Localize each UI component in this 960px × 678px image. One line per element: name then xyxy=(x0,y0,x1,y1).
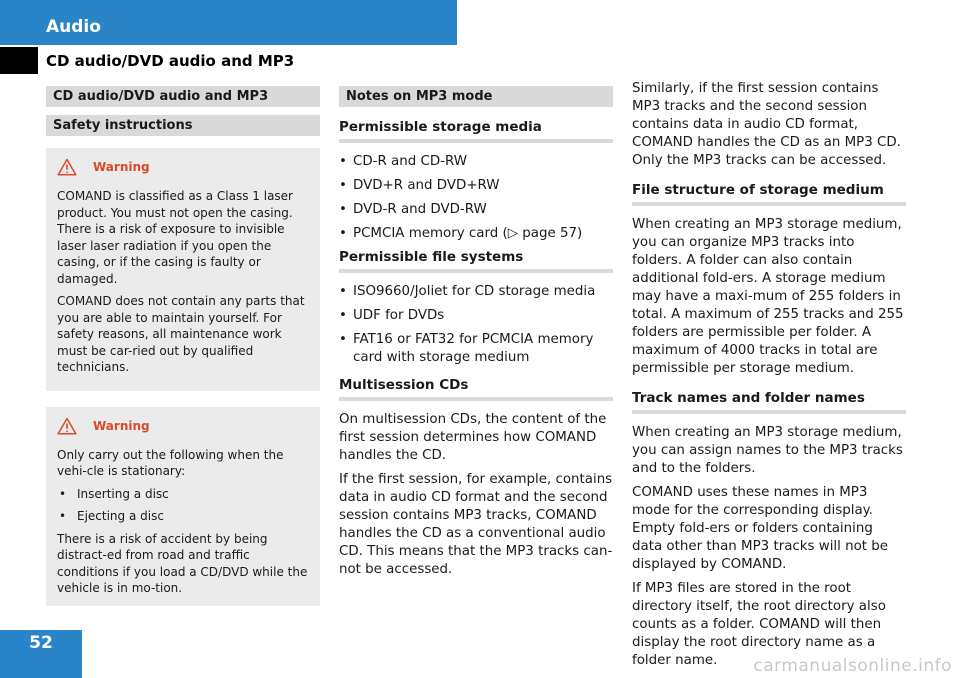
column-right xyxy=(632,80,906,676)
warning-title xyxy=(57,158,309,176)
warning-paragraph: COMAND does not contain any parts that you are able to maintain yourself. For safety reasons, all maintenance work must be car-ried out by qualified technicians. xyxy=(57,294,305,374)
paragraph: If the first session, for example, contains data in audio CD format and the second session contains MP3 tracks, COMAND handles the CD as a conventional audio CD. This means that the MP3 tracks can-not be accessed. xyxy=(339,472,613,577)
page-subtitle: CD audio/DVD audio and MP3 xyxy=(46,52,295,70)
paragraph: On multisession CDs, the content of the first session determines how COMAND handles the CD. xyxy=(339,412,607,463)
list-item: • CD-R and CD-RW xyxy=(339,153,613,171)
warning-list xyxy=(57,486,309,525)
warning-triangle-icon xyxy=(57,158,77,176)
storage-media-list xyxy=(339,153,613,243)
paragraph: If MP3 files are stored in the root directory itself, the root directory also counts as a folder. COMAND will then display the root directory name as a folder name. xyxy=(632,581,886,668)
subheading-multisession: Multisession CDs xyxy=(339,377,613,401)
warning-paragraph: Only carry out the following when the vehi-cle is stationary: xyxy=(57,447,284,478)
warning-paragraph: COMAND is classified as a Class 1 laser product. You must not open the casing. There is a risk of exposure to invisible laser laser radiation if you open the casing, or if the casing is faulty or damaged. xyxy=(57,189,293,286)
list-item: • UDF for DVDs xyxy=(339,307,613,325)
column-middle xyxy=(339,86,613,585)
section-title: Audio xyxy=(46,17,101,37)
list-item: • FAT16 or FAT32 for PCMCIA memory card with storage medium xyxy=(339,331,613,367)
safety-heading: Safety instructions xyxy=(46,115,320,136)
list-item: • DVD+R and DVD+RW xyxy=(339,177,613,195)
warning-box-stationary xyxy=(46,407,320,606)
list-item: • Ejecting a disc xyxy=(57,508,309,525)
section-heading: CD audio/DVD audio and MP3 xyxy=(46,86,320,107)
subheading-track-names: Track names and folder names xyxy=(632,390,906,414)
list-item: • DVD-R and DVD-RW xyxy=(339,201,613,219)
warning-title xyxy=(57,417,309,435)
warning-box-laser xyxy=(46,148,320,391)
warning-paragraph: There is a risk of accident by being distract-ed from road and traffic conditions if you load a CD/DVD while the vehicle is in mo-tion. xyxy=(57,531,308,595)
column-left xyxy=(46,86,320,622)
section-marker xyxy=(0,47,38,74)
warning-label: Warning xyxy=(93,418,150,433)
paragraph: When creating an MP3 storage medium, you can organize MP3 tracks into folders. A folder can also contain additional fold-ers. A storage medium may have a maxi-mum of 255 folders in total. A maximum of 255 tracks and 255 folders are permissible per folder. A maximum of 4000 tracks in total are permissible per storage medium. xyxy=(632,217,904,376)
page-number: 52 xyxy=(29,633,53,653)
subheading-storage-media: Permissible storage media xyxy=(339,119,613,143)
list-item: • PCMCIA memory card (▷ page 57) xyxy=(339,225,613,243)
warning-label: Warning xyxy=(93,160,150,174)
warning-triangle-icon xyxy=(57,417,77,435)
list-item: • Inserting a disc xyxy=(57,486,309,503)
watermark: carmanualsonline.info xyxy=(753,656,952,676)
subheading-file-systems: Permissible file systems xyxy=(339,249,613,273)
subheading-file-structure: File structure of storage medium xyxy=(632,182,906,206)
list-item: • ISO9660/Joliet for CD storage media xyxy=(339,283,613,301)
section-heading: Notes on MP3 mode xyxy=(339,86,613,107)
paragraph: When creating an MP3 storage medium, you can assign names to the MP3 tracks and to the folders. xyxy=(632,425,903,476)
paragraph: COMAND uses these names in MP3 mode for the corresponding display. Empty fold-ers or folders containing data other than MP3 tracks will not be displayed by COMAND. xyxy=(632,485,889,572)
paragraph: Similarly, if the first session contains MP3 tracks and the second session contains data in audio CD format, COMAND handles the CD as an MP3 CD. Only the MP3 tracks can be accessed. xyxy=(632,81,901,168)
file-systems-list xyxy=(339,283,613,367)
